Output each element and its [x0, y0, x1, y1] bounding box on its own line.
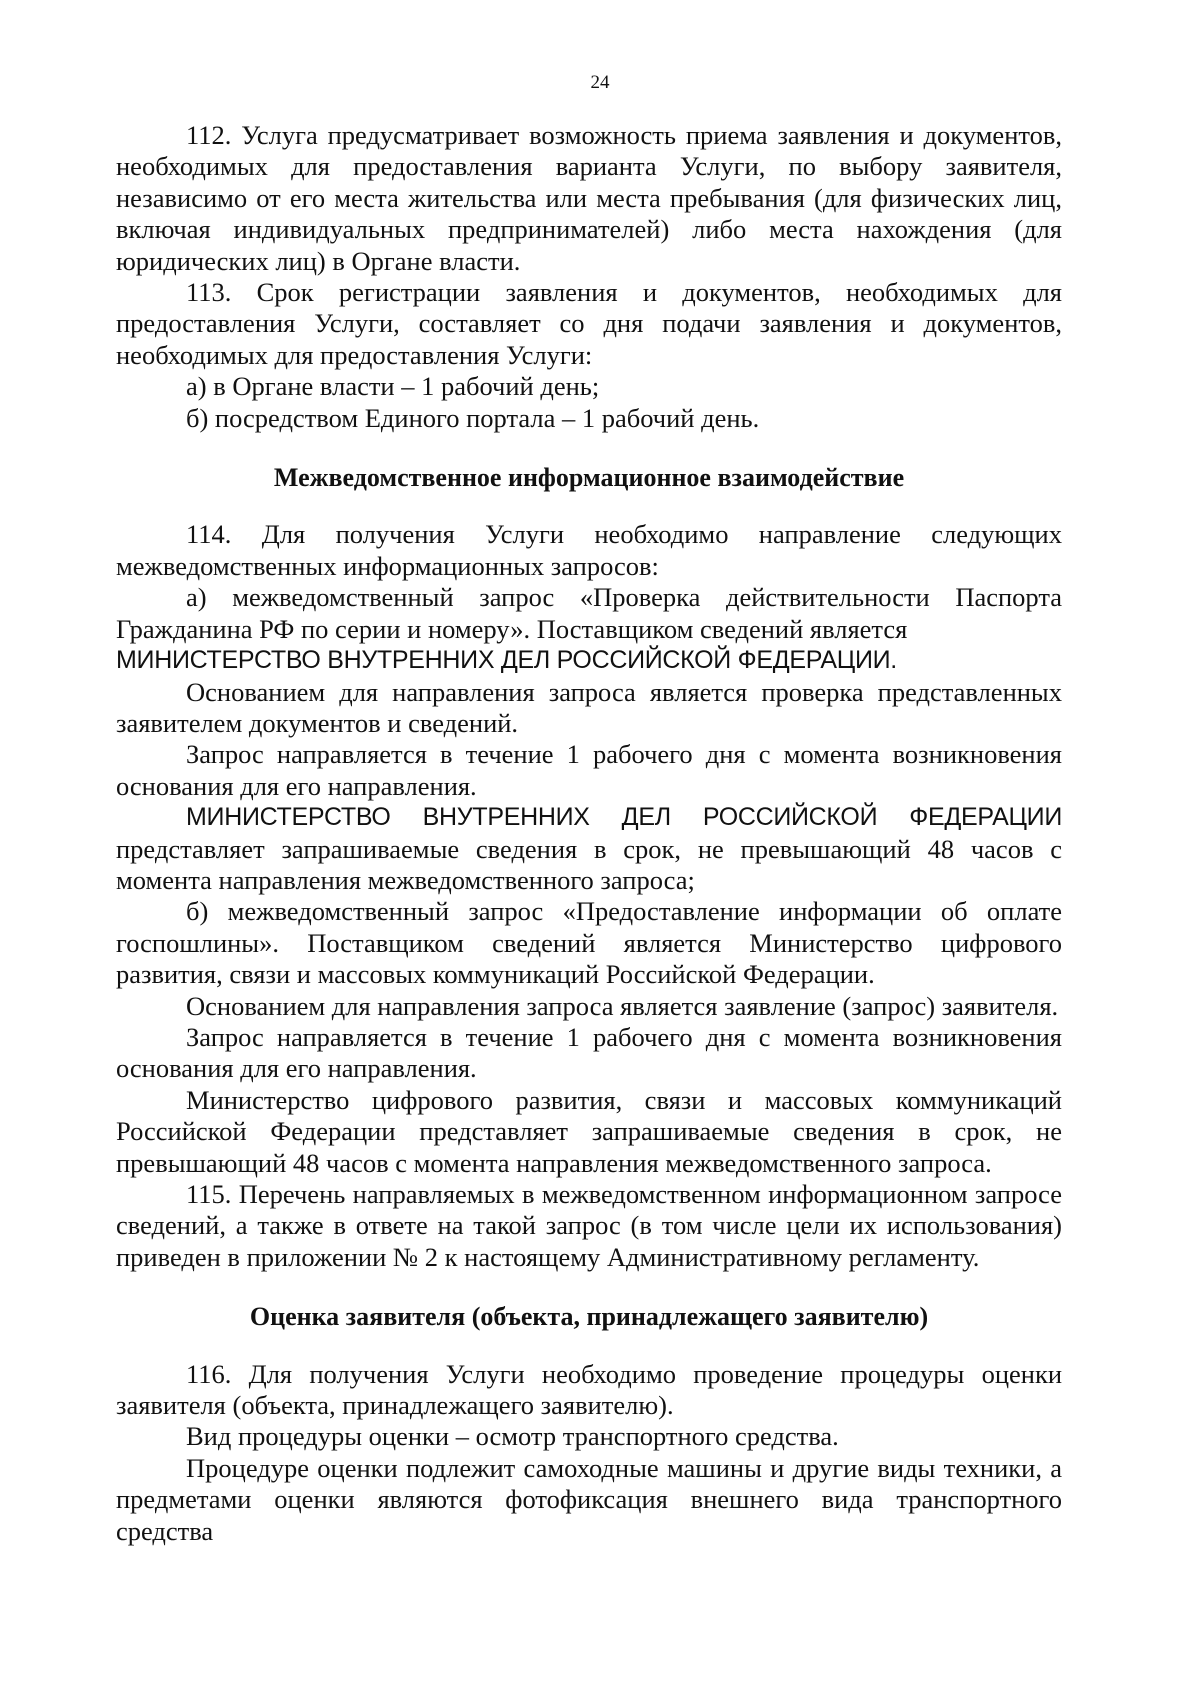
paragraph-114-item-b: б) межведомственный запрос «Предоставление информации об оплате госпошлины». Поставщиком сведений является Министерство цифрового развития, связи и массовых коммуникаций Российской Федерации. — [116, 896, 1062, 990]
section-gap — [116, 1273, 1062, 1301]
paragraph-113: 113. Срок регистрации заявления и документов, необходимых для предоставления Услуги, составляет со дня подачи заявления и документов, необходимых для предоставления Услуги: — [116, 277, 1062, 370]
paragraph-113-item-b: б) посредством Единого портала – 1 рабочий день. — [186, 402, 760, 433]
paragraph-114-item-a-provider-text: представляет запрашиваемые сведения в срок, не превышающий 48 часов с момента направления межведомственного запроса; — [116, 833, 1062, 895]
heading-applicant-assessment: Оценка заявителя (объекта, принадлежащего заявителю) — [249, 1302, 929, 1332]
section-gap — [116, 1333, 1062, 1359]
paragraph-116-subject: Процедуре оценки подлежит самоходные машины и другие виды техники, а предметами оценки являются фотофиксация внешнего вида транспортного средства — [116, 1452, 1062, 1546]
page-number: 24 — [590, 72, 610, 93]
section-gap — [116, 493, 1062, 519]
paragraph-114-item-a-timing: Запрос направляется в течение 1 рабочего дня с момента возникновения основания для его направления. — [116, 739, 1062, 801]
heading-interagency-interaction: Межведомственное информационное взаимодействие — [273, 463, 905, 493]
section-gap — [116, 434, 1062, 462]
paragraph-116: 116. Для получения Услуги необходимо проведение процедуры оценки заявителя (объекта, принадлежащего заявителю). — [116, 1358, 1062, 1421]
paragraph-114-item-a-provider-org: МИНИСТЕРСТВО ВНУТРЕННИХ ДЕЛ РОССИЙСКОЙ ФЕДЕРАЦИИ — [186, 803, 1062, 832]
paragraph-114-item-a: а) межведомственный запрос «Проверка действительности Паспорта Гражданина РФ по серии и номеру». Поставщиком сведений является — [116, 582, 1062, 644]
paragraph-114-item-a-org: МИНИСТЕРСТВО ВНУТРЕННИХ ДЕЛ РОССИЙСКОЙ ФЕДЕРАЦИИ. — [116, 646, 897, 675]
page-content — [116, 120, 1062, 1547]
paragraph-112: 112. Услуга предусматривает возможность приема заявления и документов, необходимых для предоставления варианта Услуги, по выбору заявителя, независимо от его места жительства или места пребывания (для физических лиц, включая индивидуальных предпринимателей) либо места нахождения (для юридических лиц) в Органе власти. — [116, 120, 1062, 276]
paragraph-114-item-a-basis: Основанием для направления запроса является проверка представленных заявителем документов и сведений. — [116, 676, 1062, 738]
paragraph-115: 115. Перечень направляемых в межведомственном информационном запросе сведений, а также в ответе на такой запрос (в том числе цели их использования) приведен в приложении № 2 к настоящему Административному регламенту. — [116, 1179, 1062, 1272]
paragraph-114-item-b-timing: Запрос направляется в течение 1 рабочего дня с момента возникновения основания для его направления. — [116, 1021, 1062, 1084]
paragraph-114-item-b-provider: Министерство цифрового развития, связи и массовых коммуникаций Российской Федерации представляет запрашиваемые сведения в срок, не превышающий 48 часов с момента направления межведомственного запроса. — [116, 1084, 1062, 1178]
paragraph-114: 114. Для получения Услуги необходимо направление следующих межведомственных информационных запросов: — [116, 519, 1062, 581]
paragraph-114-item-b-basis: Основанием для направления запроса является заявление (запрос) заявителя. — [186, 990, 1059, 1021]
paragraph-113-item-a: а) в Органе власти – 1 рабочий день; — [186, 371, 600, 402]
paragraph-116-type: Вид процедуры оценки – осмотр транспортного средства. — [186, 1421, 839, 1452]
